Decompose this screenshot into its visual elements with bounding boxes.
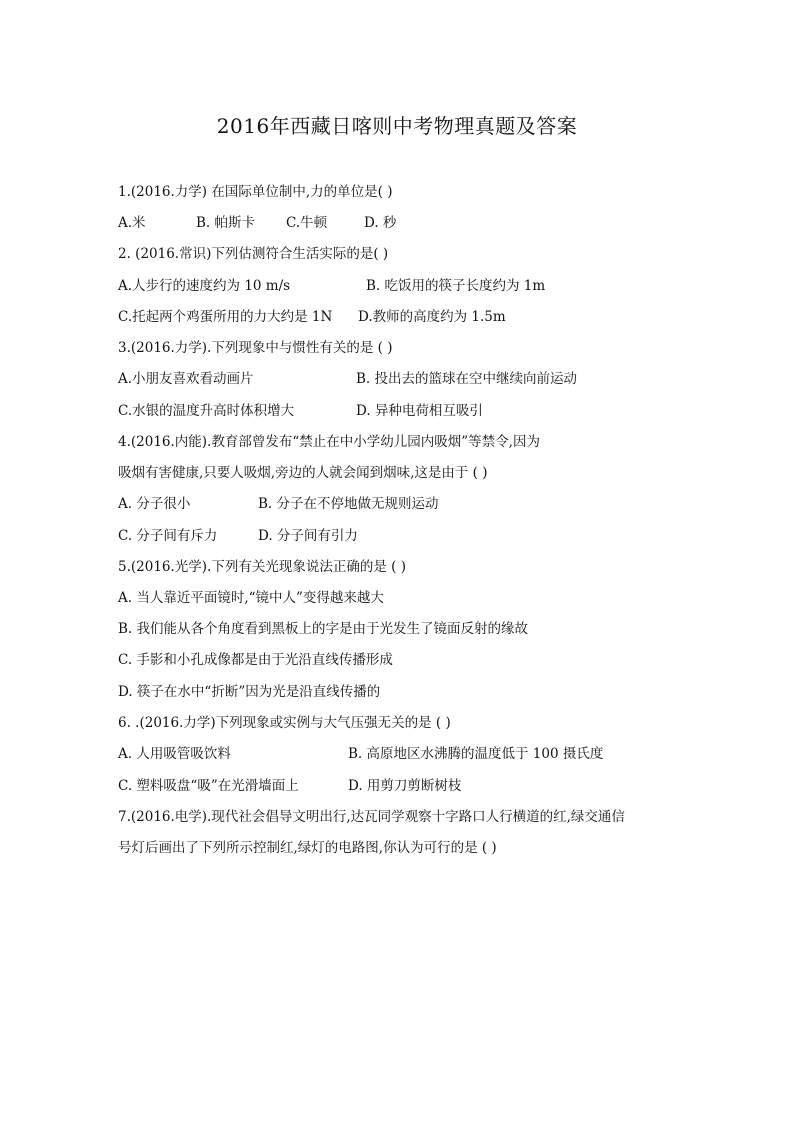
question-6-options-row1 (118, 745, 678, 763)
question-1-stem: 1.(2016.力学) 在国际单位制中,力的单位是( ) (118, 184, 393, 200)
option-d: D.教师的高度约为 1.5m (358, 309, 506, 325)
question-2-options-row1 (118, 277, 678, 295)
question-6-options-row2 (118, 777, 678, 795)
option-c: C. 塑料吸盘“吸”在光滑墙面上 (118, 778, 299, 794)
option-a: A.米 (118, 215, 146, 231)
question-7-stem-line2: 号灯后画出了下列所示控制红,绿灯的电路图,你认为可行的是 ( ) (118, 840, 497, 856)
option-a: A. 分子很小 (118, 496, 191, 512)
question-2-options-row2 (118, 308, 678, 326)
question-3-options-row2 (118, 402, 678, 420)
option-d: D. 异种电荷相互吸引 (356, 403, 483, 419)
option-b: B. 投出去的篮球在空中继续向前运动 (356, 371, 578, 387)
option-a: A.人步行的速度约为 10 m/s (118, 278, 291, 294)
option-d: D. 秒 (364, 215, 397, 231)
option-c: C.牛顿 (286, 215, 328, 231)
option-b: B. 吃饭用的筷子长度约为 1m (366, 278, 546, 294)
question-5-option-d: D. 筷子在水中“折断”因为光是沿直线传播的 (118, 684, 381, 700)
question-4-options-row2 (118, 527, 678, 545)
question-4-stem-line1: 4.(2016.内能).教育部曾发布“禁止在中小学幼儿园内吸烟”等禁令,因为 (118, 434, 540, 450)
question-6-stem: 6. .(2016.力学)下列现象或实例与大气压强无关的是 ( ) (118, 715, 451, 731)
question-4-options-row1 (118, 495, 678, 513)
question-5-stem: 5.(2016.光学).下列有关光现象说法正确的是 ( ) (118, 559, 406, 575)
option-b: B. 帕斯卡 (196, 215, 256, 231)
question-5-option-a: A. 当人靠近平面镜时,“镜中人”变得越来越大 (118, 590, 384, 606)
question-1-options (118, 214, 678, 232)
option-b: B. 高原地区水沸腾的温度低于 100 摄氏度 (348, 746, 604, 762)
option-c: C. 分子间有斥力 (118, 528, 218, 544)
question-3-options-row1 (118, 370, 678, 388)
option-c: C.托起两个鸡蛋所用的力大约是 1N (118, 309, 333, 325)
option-d: D. 分子间有引力 (258, 528, 358, 544)
option-c: C.水银的温度升高时体积增大 (118, 403, 295, 419)
option-a: A. 人用吸管吸饮料 (118, 746, 231, 762)
option-a: A.小朋友喜欢看动画片 (118, 371, 254, 387)
question-5-option-b: B. 我们能从各个角度看到黑板上的字是由于光发生了镜面反射的缘故 (118, 621, 529, 637)
question-5-option-c: C. 手影和小孔成像都是由于光沿直线传播形成 (118, 652, 393, 668)
question-4-stem-line2: 吸烟有害健康,只要人吸烟,旁边的人就会闻到烟味,这是由于 ( ) (118, 465, 488, 481)
question-7-stem-line1: 7.(2016.电学).现代社会倡导文明出行,达瓦同学观察十字路口人行横道的红,绿交通信 (118, 809, 625, 825)
option-d: D. 用剪刀剪断树枝 (348, 778, 462, 794)
question-2-stem: 2. (2016.常识)下列估测符合生活实际的是( ) (118, 246, 389, 262)
page-title: 2016年西藏日喀则中考物理真题及答案 (216, 114, 578, 138)
option-b: B. 分子在不停地做无规则运动 (258, 496, 439, 512)
question-3-stem: 3.(2016.力学).下列现象中与惯性有关的是 ( ) (118, 340, 393, 356)
